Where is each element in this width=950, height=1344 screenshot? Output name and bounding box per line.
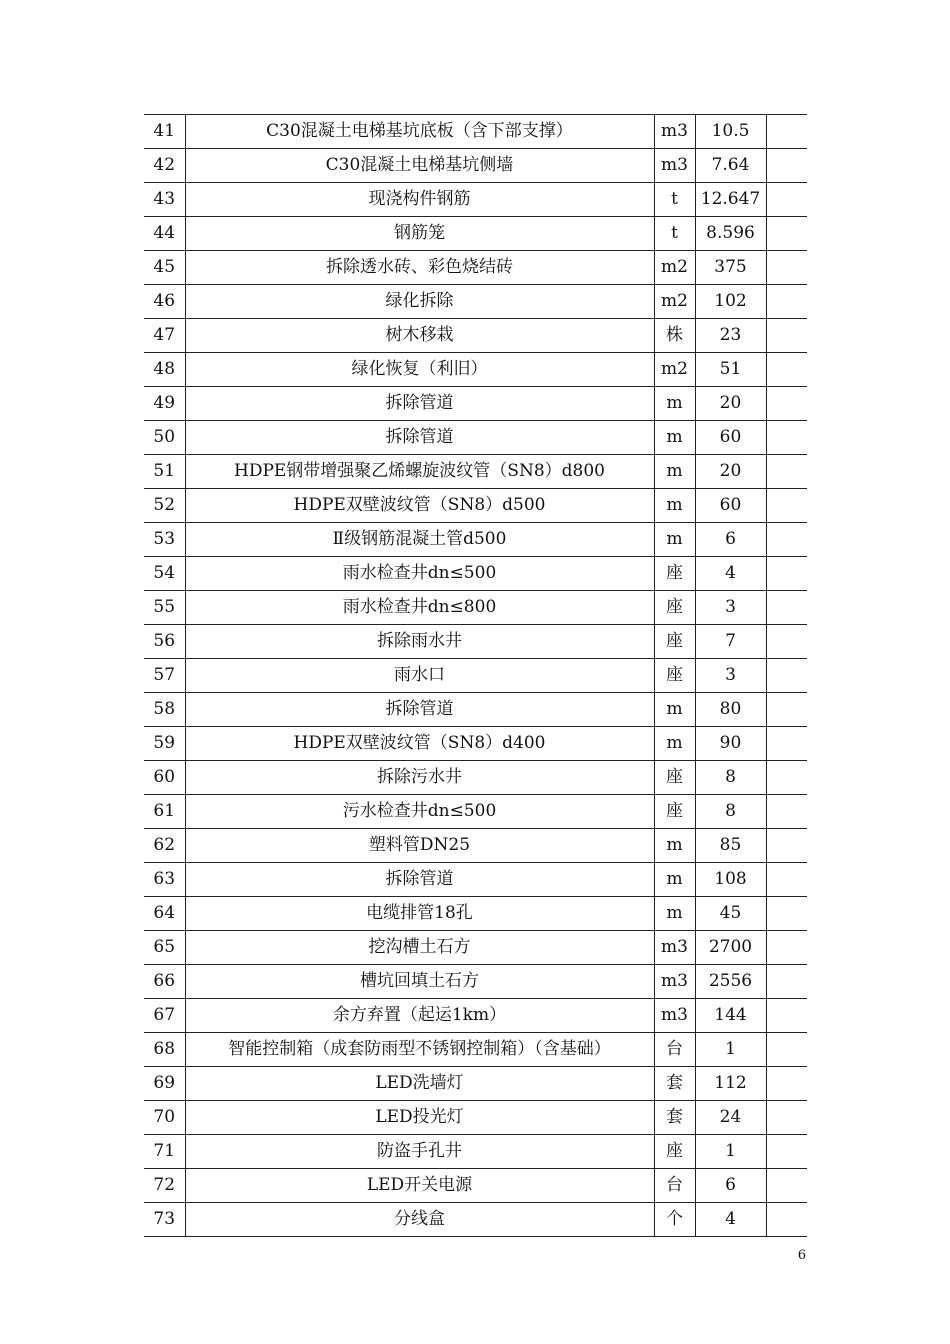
quantity-cell: 24 <box>695 1101 766 1135</box>
unit-cell: m <box>654 523 695 557</box>
quantity-cell: 45 <box>695 897 766 931</box>
item-name-cell: C30混凝土电梯基坑底板（含下部支撑） <box>185 115 654 149</box>
empty-cell <box>766 999 807 1033</box>
row-number-cell: 66 <box>144 965 185 999</box>
empty-cell <box>766 319 807 353</box>
item-name-cell: Ⅱ级钢筋混凝土管d500 <box>185 523 654 557</box>
empty-cell <box>766 557 807 591</box>
item-name-cell: HDPE双壁波纹管（SN8）d500 <box>185 489 654 523</box>
row-number-cell: 71 <box>144 1135 185 1169</box>
item-name-cell: HDPE钢带增强聚乙烯螺旋波纹管（SN8）d800 <box>185 455 654 489</box>
unit-cell: m2 <box>654 353 695 387</box>
row-number-cell: 52 <box>144 489 185 523</box>
empty-cell <box>766 149 807 183</box>
unit-cell: m <box>654 421 695 455</box>
row-number-cell: 62 <box>144 829 185 863</box>
empty-cell <box>766 659 807 693</box>
item-name-cell: 绿化拆除 <box>185 285 654 319</box>
table-row <box>144 591 807 625</box>
unit-cell: m <box>654 727 695 761</box>
quantity-cell: 7.64 <box>695 149 766 183</box>
empty-cell <box>766 251 807 285</box>
row-number-cell: 49 <box>144 387 185 421</box>
empty-cell <box>766 897 807 931</box>
table-row <box>144 353 807 387</box>
table-row <box>144 421 807 455</box>
empty-cell <box>766 761 807 795</box>
item-name-cell: 雨水检查井dn≤500 <box>185 557 654 591</box>
table-row <box>144 727 807 761</box>
table-row <box>144 1067 807 1101</box>
table-row <box>144 863 807 897</box>
unit-cell: m <box>654 829 695 863</box>
row-number-cell: 47 <box>144 319 185 353</box>
item-name-cell: 槽坑回填土石方 <box>185 965 654 999</box>
unit-cell: 座 <box>654 591 695 625</box>
table-row <box>144 1203 807 1237</box>
unit-cell: 座 <box>654 761 695 795</box>
empty-cell <box>766 591 807 625</box>
quantity-cell: 108 <box>695 863 766 897</box>
table-row <box>144 251 807 285</box>
unit-cell: m <box>654 455 695 489</box>
unit-cell: m3 <box>654 931 695 965</box>
quantity-cell: 6 <box>695 1169 766 1203</box>
quantity-cell: 60 <box>695 489 766 523</box>
empty-cell <box>766 421 807 455</box>
unit-cell: 座 <box>654 625 695 659</box>
row-number-cell: 56 <box>144 625 185 659</box>
empty-cell <box>766 523 807 557</box>
item-name-cell: 拆除管道 <box>185 863 654 897</box>
row-number-cell: 57 <box>144 659 185 693</box>
empty-cell <box>766 693 807 727</box>
unit-cell: 株 <box>654 319 695 353</box>
quantity-cell: 85 <box>695 829 766 863</box>
unit-cell: m2 <box>654 251 695 285</box>
quantity-cell: 8.596 <box>695 217 766 251</box>
empty-cell <box>766 353 807 387</box>
item-name-cell: 污水检查井dn≤500 <box>185 795 654 829</box>
item-name-cell: 钢筋笼 <box>185 217 654 251</box>
unit-cell: 台 <box>654 1169 695 1203</box>
empty-cell <box>766 489 807 523</box>
unit-cell: m3 <box>654 115 695 149</box>
unit-cell: 座 <box>654 1135 695 1169</box>
item-name-cell: HDPE双壁波纹管（SN8）d400 <box>185 727 654 761</box>
table-row <box>144 931 807 965</box>
quantity-cell: 10.5 <box>695 115 766 149</box>
row-number-cell: 63 <box>144 863 185 897</box>
item-name-cell: 防盗手孔井 <box>185 1135 654 1169</box>
item-name-cell: LED开关电源 <box>185 1169 654 1203</box>
quantity-cell: 8 <box>695 761 766 795</box>
item-name-cell: 现浇构件钢筋 <box>185 183 654 217</box>
row-number-cell: 58 <box>144 693 185 727</box>
table-row <box>144 659 807 693</box>
row-number-cell: 59 <box>144 727 185 761</box>
table-row <box>144 1169 807 1203</box>
quantity-cell: 4 <box>695 557 766 591</box>
empty-cell <box>766 863 807 897</box>
empty-cell <box>766 387 807 421</box>
row-number-cell: 42 <box>144 149 185 183</box>
empty-cell <box>766 727 807 761</box>
unit-cell: 座 <box>654 659 695 693</box>
quantity-table <box>144 114 807 1237</box>
quantity-cell: 375 <box>695 251 766 285</box>
quantity-cell: 2556 <box>695 965 766 999</box>
empty-cell <box>766 1203 807 1237</box>
quantity-cell: 20 <box>695 455 766 489</box>
table-row <box>144 183 807 217</box>
row-number-cell: 48 <box>144 353 185 387</box>
row-number-cell: 44 <box>144 217 185 251</box>
quantity-cell: 80 <box>695 693 766 727</box>
row-number-cell: 53 <box>144 523 185 557</box>
empty-cell <box>766 1135 807 1169</box>
table-row <box>144 965 807 999</box>
unit-cell: 套 <box>654 1067 695 1101</box>
item-name-cell: 绿化恢复（利旧） <box>185 353 654 387</box>
row-number-cell: 45 <box>144 251 185 285</box>
quantity-cell: 144 <box>695 999 766 1033</box>
item-name-cell: C30混凝土电梯基坑侧墙 <box>185 149 654 183</box>
item-name-cell: 拆除污水井 <box>185 761 654 795</box>
row-number-cell: 61 <box>144 795 185 829</box>
unit-cell: 座 <box>654 795 695 829</box>
row-number-cell: 51 <box>144 455 185 489</box>
item-name-cell: 雨水检查井dn≤800 <box>185 591 654 625</box>
item-name-cell: 拆除管道 <box>185 421 654 455</box>
row-number-cell: 60 <box>144 761 185 795</box>
table-row <box>144 523 807 557</box>
quantity-cell: 3 <box>695 659 766 693</box>
table-row <box>144 829 807 863</box>
quantity-cell: 7 <box>695 625 766 659</box>
unit-cell: m <box>654 693 695 727</box>
table-row <box>144 387 807 421</box>
unit-cell: m2 <box>654 285 695 319</box>
quantity-cell: 20 <box>695 387 766 421</box>
row-number-cell: 50 <box>144 421 185 455</box>
item-name-cell: 拆除透水砖、彩色烧结砖 <box>185 251 654 285</box>
row-number-cell: 72 <box>144 1169 185 1203</box>
unit-cell: m3 <box>654 999 695 1033</box>
table-row <box>144 1033 807 1067</box>
quantity-cell: 1 <box>695 1033 766 1067</box>
unit-cell: 台 <box>654 1033 695 1067</box>
table-row <box>144 1101 807 1135</box>
table-row <box>144 319 807 353</box>
item-name-cell: 拆除雨水井 <box>185 625 654 659</box>
unit-cell: m <box>654 387 695 421</box>
quantity-cell: 4 <box>695 1203 766 1237</box>
quantity-table-body <box>144 115 807 1237</box>
unit-cell: m3 <box>654 149 695 183</box>
empty-cell <box>766 183 807 217</box>
quantity-cell: 1 <box>695 1135 766 1169</box>
quantity-cell: 12.647 <box>695 183 766 217</box>
unit-cell: t <box>654 217 695 251</box>
table-row <box>144 999 807 1033</box>
row-number-cell: 69 <box>144 1067 185 1101</box>
empty-cell <box>766 931 807 965</box>
unit-cell: t <box>654 183 695 217</box>
row-number-cell: 43 <box>144 183 185 217</box>
item-name-cell: 拆除管道 <box>185 387 654 421</box>
empty-cell <box>766 1067 807 1101</box>
table-row <box>144 557 807 591</box>
table-row <box>144 455 807 489</box>
row-number-cell: 41 <box>144 115 185 149</box>
empty-cell <box>766 1033 807 1067</box>
unit-cell: m <box>654 863 695 897</box>
row-number-cell: 64 <box>144 897 185 931</box>
item-name-cell: 塑料管DN25 <box>185 829 654 863</box>
item-name-cell: 分线盒 <box>185 1203 654 1237</box>
quantity-cell: 6 <box>695 523 766 557</box>
table-row <box>144 761 807 795</box>
item-name-cell: 余方弃置（起运1km） <box>185 999 654 1033</box>
item-name-cell: 雨水口 <box>185 659 654 693</box>
row-number-cell: 55 <box>144 591 185 625</box>
empty-cell <box>766 1169 807 1203</box>
quantity-cell: 102 <box>695 285 766 319</box>
empty-cell <box>766 1101 807 1135</box>
table-row <box>144 115 807 149</box>
quantity-cell: 112 <box>695 1067 766 1101</box>
table-row <box>144 897 807 931</box>
table-row <box>144 1135 807 1169</box>
empty-cell <box>766 217 807 251</box>
quantity-cell: 60 <box>695 421 766 455</box>
table-row <box>144 489 807 523</box>
row-number-cell: 54 <box>144 557 185 591</box>
row-number-cell: 46 <box>144 285 185 319</box>
empty-cell <box>766 115 807 149</box>
table-row <box>144 795 807 829</box>
item-name-cell: 拆除管道 <box>185 693 654 727</box>
empty-cell <box>766 455 807 489</box>
table-row <box>144 285 807 319</box>
table-row <box>144 149 807 183</box>
quantity-cell: 90 <box>695 727 766 761</box>
row-number-cell: 67 <box>144 999 185 1033</box>
table-row <box>144 217 807 251</box>
table-row <box>144 693 807 727</box>
unit-cell: m <box>654 489 695 523</box>
quantity-cell: 3 <box>695 591 766 625</box>
empty-cell <box>766 965 807 999</box>
row-number-cell: 68 <box>144 1033 185 1067</box>
unit-cell: 座 <box>654 557 695 591</box>
empty-cell <box>766 625 807 659</box>
item-name-cell: 树木移栽 <box>185 319 654 353</box>
unit-cell: 个 <box>654 1203 695 1237</box>
empty-cell <box>766 795 807 829</box>
unit-cell: m3 <box>654 965 695 999</box>
item-name-cell: LED洗墙灯 <box>185 1067 654 1101</box>
empty-cell <box>766 829 807 863</box>
item-name-cell: LED投光灯 <box>185 1101 654 1135</box>
row-number-cell: 65 <box>144 931 185 965</box>
row-number-cell: 70 <box>144 1101 185 1135</box>
unit-cell: 套 <box>654 1101 695 1135</box>
unit-cell: m <box>654 897 695 931</box>
quantity-cell: 23 <box>695 319 766 353</box>
page-number: 6 <box>797 1248 806 1263</box>
table-row <box>144 625 807 659</box>
item-name-cell: 电缆排管18孔 <box>185 897 654 931</box>
item-name-cell: 智能控制箱（成套防雨型不锈钢控制箱）（含基础） <box>185 1033 654 1067</box>
quantity-cell: 8 <box>695 795 766 829</box>
row-number-cell: 73 <box>144 1203 185 1237</box>
item-name-cell: 挖沟槽土石方 <box>185 931 654 965</box>
quantity-cell: 51 <box>695 353 766 387</box>
quantity-cell: 2700 <box>695 931 766 965</box>
empty-cell <box>766 285 807 319</box>
